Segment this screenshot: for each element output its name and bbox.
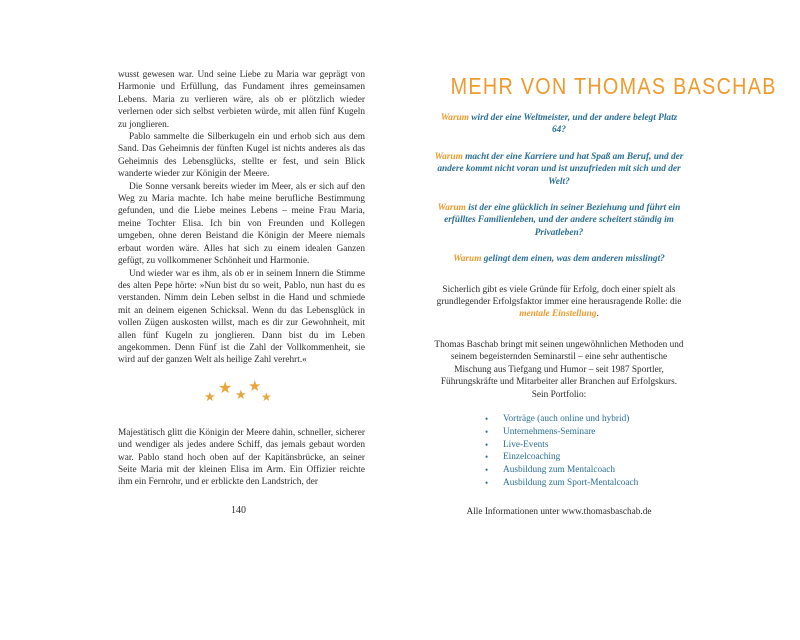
list-item: • Unternehmens-Seminare	[485, 426, 596, 437]
paragraph-3: Die Sonne versank bereits wieder im Meer, als er sich auf den Weg zu Maria machte. Ich habe meine berufliche Bestimmung gefunden, und die Liebe meines Lebens – meine Frau Maria, meine Tochter Elisa. Ich bin von Freunden und Kollegen umgeben, ohne deren Beistand die Königin der Meere niemals erbaut worden wäre. Alles hat sich zu einem idealen Ganzen gefügt, zu vollkommener Schönheit und Harmonie.	[118, 181, 365, 267]
list-item: • Ausbildung zum Mentalcoach	[485, 465, 616, 476]
question-4: Warum gelingt dem einen, was dem anderen misslingt?	[453, 254, 665, 265]
page-heading: MEHR VON THOMAS BASCHAB	[450, 73, 777, 99]
paragraph-1: wusst gewesen war. Und seine Liebe zu Maria war geprägt von Harmonie und Erfüllung, das Fundament ihres gemeinsamen Lebens. Maria zu verlieren wäre, als ob er plötzlich wieder verlernen oder sich selbst verbieten würde, mit allen fünf Kugeln zu jonglieren.	[118, 70, 365, 130]
list-item: • Einzelcoaching	[485, 452, 561, 463]
list-item: • Ausbildung zum Sport-Mentalcoach	[485, 477, 639, 488]
bullet-icon: •	[485, 413, 489, 424]
list-item: • Live-Events	[485, 439, 549, 450]
bullet-icon: •	[485, 465, 489, 476]
paragraph-4: Und wieder war es ihm, als ob er in seinem Innern die Stimme des alten Pepe hörte: »Nun bist du so weit, Pablo, nun hast du es verstanden. Nimm dein Leben selbst in die Hand und schmiede mit an deinem eigenen Schicksal. Wenn du das Lebensglück in vollen Zügen auskosten willst, mach es dir zur Gewohnheit, mit allen fünf Kugeln zu jonglieren. Dann bist du im Leben angekommen. Denn Fünf ist die Zahl der Vollkommenheit, sie wird auf der ganzen Welt als heilige Zahl verehrt.«	[118, 268, 365, 366]
star-icon: ★	[218, 379, 233, 397]
page-number: 140	[231, 505, 246, 516]
list-item: • Vorträge (auch online und hybrid)	[485, 413, 630, 424]
question-3: Warum ist der eine glücklich in seiner Beziehung und führt ein erfülltes Familienleben, und der andere scheitert ständig im Privatleben?	[437, 203, 681, 238]
right-page	[433, 72, 777, 530]
paragraph-5: Majestätisch glitt die Königin der Meere dahin, schneller, sicherer und wendiger als jedes andere Schiff, das jemals gebaut worden war. Pablo stand hoch oben auf der Kapitänsbrücke, an seiner Seite Maria mit der kleinen Elisa im Arm. Ein Offizier reichte ihm ein Fernrohr, und er erblickte den Landstrich, der	[118, 427, 365, 488]
star-icon: ★	[204, 388, 216, 404]
portfolio-list	[433, 413, 685, 490]
star-icon: ★	[235, 386, 247, 402]
reason-text: Sicherlich gibt es viele Gründe für Erfolg, doch einer spielt als grundlegender Erfolgsfaktor immer eine herausragende Rolle: die mentale Einstellung.	[436, 284, 682, 320]
bullet-icon: •	[485, 477, 489, 488]
bullet-icon: •	[485, 452, 489, 463]
paragraph-2: Pablo sammelte die Silberkugeln ein und erhob sich aus dem Sand. Das Geheimnis der fünften Kugel ist nichts anderes als das Geheimnis des Lebensglücks, stellte er fest, und sein Blick wanderte wieder zur Königin der Meere.	[118, 132, 365, 180]
bullet-icon: •	[485, 439, 489, 450]
footer-text: Alle Informationen unter www.thomasbaschab.de	[466, 506, 652, 517]
question-2: Warum macht der eine Karriere und hat Spaß am Beruf, und der andere kommt nicht voran und ist unzufrieden mit sich und der Welt?	[434, 151, 684, 187]
star-icon: ★	[248, 378, 262, 395]
bullet-icon: •	[485, 426, 489, 437]
star-ornament	[118, 375, 365, 417]
left-page	[118, 69, 365, 489]
question-1: Warum wird der eine Weltmeister, und der andere belegt Platz 64?	[440, 113, 678, 136]
star-icon: ★	[261, 389, 272, 404]
intro-text: Thomas Baschab bringt mit seinen ungewöhnlichen Methoden und seinem begeisternden Seminarstil – eine sehr authentische Mischung aus Tiefgang und Humor – seit 1987 Sportler, Führungskräfte und Mitarbeiter aller Branchen auf Erfolgskurs. Sein Portfolio:	[434, 339, 684, 400]
